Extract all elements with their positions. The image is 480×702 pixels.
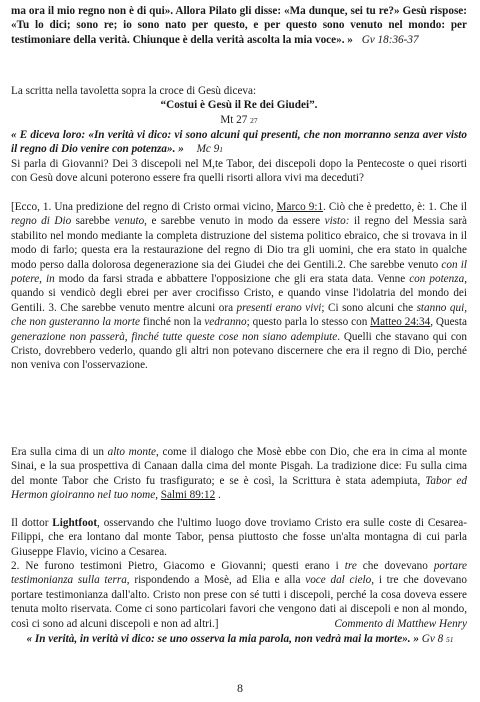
marco-9-1-link[interactable]: Marco 9:1 xyxy=(276,201,324,213)
commentary-paragraph-1: [Ecco, 1. Una predizione del regno di Cristo ormai vicino, Marco 9:1. Ciò che è predetto, è: 1. Che il regno di Dio sarebbe venuto, e sarebbe venuto in modo da essere visto: il regno del Messia sarà stabilito nel mondo mediante la completa distruzione del sistema politico ebraico, che si trovava in il modo di farlo; questa era la restaurazione del regno di Dio tra gli uomini, che era stato in qualche modo perso dalla dolorosa degenerazione sia dei Giudei che dei Gentili.2. Che sarebbe venuto con il potere, in modo da farsi strada e abbattere l'opposizione che gli era stata data. Venne con potenza, quando si vendicò degli ebrei per aver crocifisso Cristo, e quando vinse l'idolatria del mondo dei Gentili. 3. Che sarebbe venuto mentre alcuni ora presenti erano vivi; Ci sono alcuni che stanno qui, che non gusteranno la morte finché non la vedranno; questo parla lo stesso con Matteo 24:34, Questa generazione non passerà, finché tutte queste cose non siano adempiute. Quelli che stavano qui con Cristo, dovrebbero vederlo, quando gli altri non potevano discernere che era il regno di Dio, perché non veniva con l'osservazione. xyxy=(11,201,468,372)
commentary-credit: Commento di Matthew Henry xyxy=(334,617,467,630)
matthew-ref: Mt 27 27 xyxy=(220,114,258,126)
mark-9-quote: « E diceva loro: «In verità vi dico: vi sono alcuni qui presenti, che non morranno senza aver visto il regno di Dio venire con potenza». » Mc 91 xyxy=(11,129,467,156)
mark-ref: Mc 91 xyxy=(196,143,224,156)
question-paragraph: Si parla di Giovanni? Dei 3 discepoli nel M,te Tabor, dei discepoli dopo la Pentecoste o quei risorti con Gesù dove alcuni poterono essere fra quelli risorti allora vivi ma deceduti? xyxy=(11,158,467,185)
john-8-ref: Gv 8 51 xyxy=(421,633,454,645)
john-18-ref: Gv 18:36-37 xyxy=(361,33,419,46)
commentary-paragraph-3: Il dottor Lightfoot, osservando che l'ultimo luogo dove troviamo Cristo era sulle coste di Cesarea-Filippi, che era lontano dal monte Tabor, pensa piuttosto che fosse un'alta montagna di cui parla Giuseppe Flavio, vicino a Cesarea. xyxy=(11,517,467,558)
page-number: 8 xyxy=(237,681,243,695)
john-18-quote xyxy=(11,4,467,47)
cross-inscription: “Costui è Gesù il Re dei Giudei”. xyxy=(160,99,318,111)
commentary-paragraph-4: 2. Ne furono testimoni Pietro, Giacomo e Giovanni; questi erano i tre che dovevano portare testimonianza sulla terra, rispondendo a Mosè, ad Elia e alla voce dal cielo, i tre che dovevano portare testimonianza dall'alto. Cristo non prese con sé tutti i discepoli, perché la cosa doveva essere tenuta molto riservata. Come ci sono particolari favori che vengono dati ai discepoli e non al mondo, così ci sono ad alcuni discepoli e non ad altri.] Commento di Matthew Henry xyxy=(11,560,467,630)
cross-label: La scritta nella tavoletta sopra la croce di Gesù diceva: xyxy=(11,85,257,97)
matteo-24-34-link[interactable]: Matteo 24:34 xyxy=(370,316,431,329)
john-18-quote-text: ma ora il mio regno non è di qui». Allora Pilato gli disse: «Ma dunque, sei tu re?» Gesù rispose: «Tu lo dici; sono re; io sono nato per questo, e per questo sono venuto nel mondo: per testimoniare della verità. Chiunque è della verità ascolta la mia voce». » xyxy=(11,5,467,46)
salmi-89-12-link[interactable]: Salmi 89:12 xyxy=(160,489,216,502)
john-8-quote: « In verità, in verità vi dico: se uno osserva la mia parola, non vedrà mai la morte». » Gv 8 51 xyxy=(26,633,454,645)
commentary-paragraph-2: Era sulla cima di un alto monte, come il dialogo che Mosè ebbe con Dio, che era in cima al monte Sinai, e la sua prospettiva di Canaan dalla cima del monte Pisgah. La tradizione dice: Fu sulla cima del monte Tabor che Cristo fu trasfigurato; e se è così, la Scrittura è stata adempiuta, Tabor ed Hermon gioiranno nel tuo nome, Salmi 89:12 . xyxy=(11,446,468,502)
